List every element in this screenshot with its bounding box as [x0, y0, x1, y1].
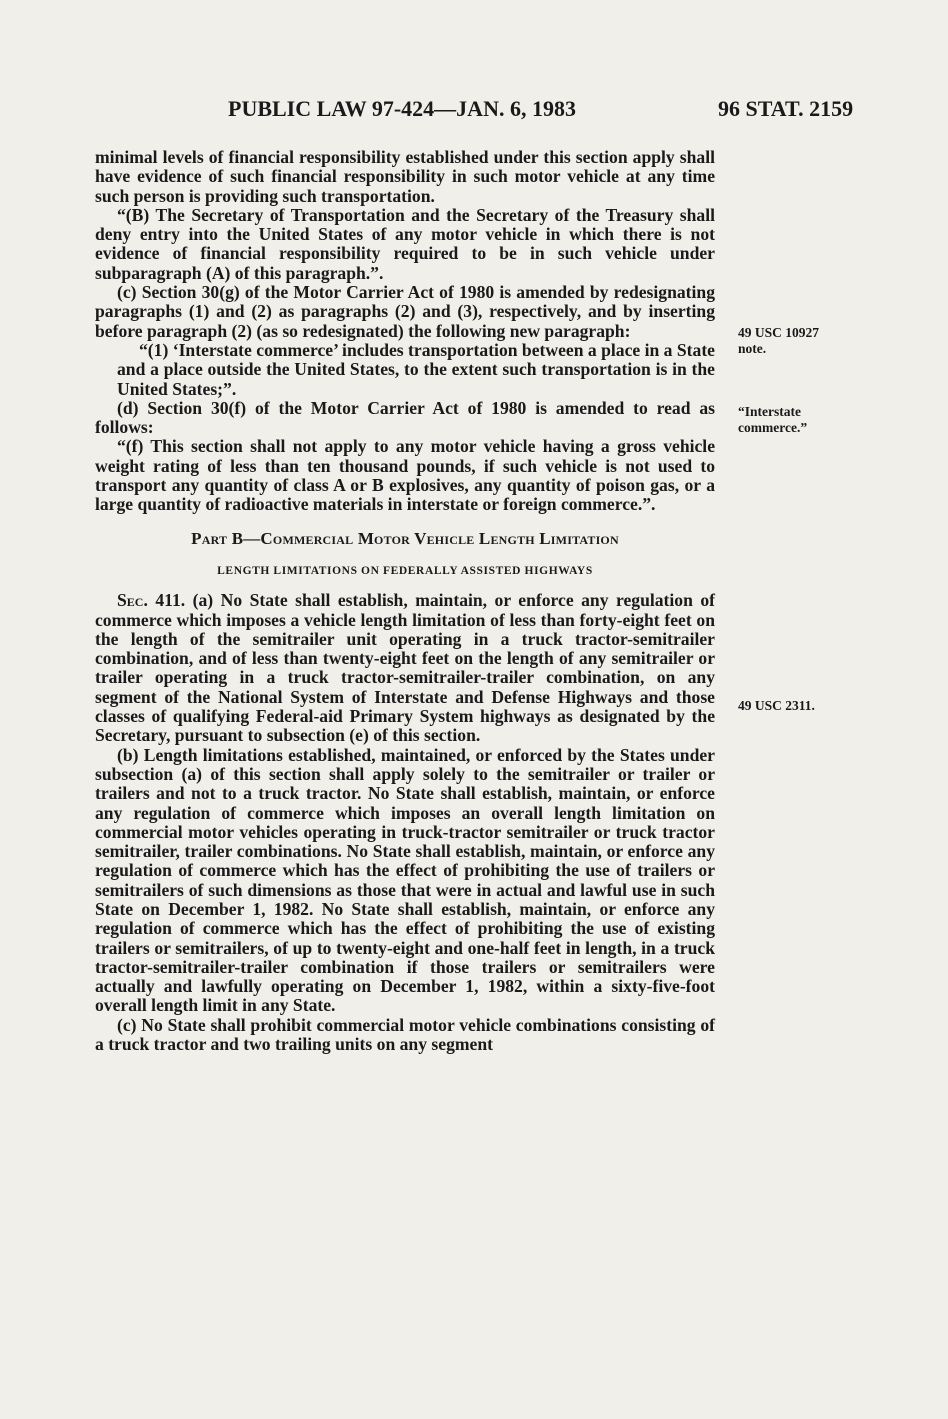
body-text	[95, 148, 715, 1054]
paragraph: “(f) This section shall not apply to any motor vehicle having a gross vehicle weight rating of less than ten thousand pounds, if such vehicle is not used to transport any quantity of class A or B explosives, any quantity of poison gas, or a large quantity of radioactive materials in interstate or foreign commerce.”.	[95, 436, 715, 515]
margin-note-interstate-commerce: “Interstate commerce.”	[738, 404, 808, 435]
header-stat-page: 96 STAT. 2159	[718, 96, 854, 121]
paragraph: (d) Section 30(f) of the Motor Carrier Act of 1980 is amended to read as follows:	[95, 397, 715, 438]
page-header	[0, 96, 948, 126]
quoted-paragraph	[95, 341, 715, 399]
margin-note-usc-10927: 49 USC 10927 note.	[738, 325, 820, 356]
part-heading: Part B—Commercial Motor Vehicle Length Limitation	[191, 528, 619, 548]
margin-note-usc-2311: 49 USC 2311.	[738, 698, 815, 713]
section-subheading: LENGTH LIMITATIONS ON FEDERALLY ASSISTED HIGHWAYS	[217, 564, 593, 577]
bleed-through-mark	[742, 232, 822, 272]
paragraph: (c) No State shall prohibit commercial motor vehicle combinations consisting of a truck tractor and two trailing units on any segment	[95, 1014, 715, 1055]
paragraph	[95, 591, 715, 745]
section-text: (a) No State shall establish, maintain, or enforce any regulation of commerce which imposes a vehicle length limitation of less than forty-eight feet on the length of the semitrailer unit operating in a truck tractor-semitrailer combination, and of less than twenty-eight feet on the length of any semitrailer or trailer operating in a truck tractor-semitrailer-trailer combination, on any segment of the National System of Interstate and Defense Highways and those classes of qualifying Federal-aid Primary System highways as designated by the Secretary, pursuant to subsection (e) of this section.	[95, 590, 716, 746]
header-title: PUBLIC LAW 97-424—JAN. 6, 1983	[228, 96, 576, 121]
paragraph: minimal levels of financial responsibility established under this section apply shall have evidence of such financial responsibility in such motor vehicle at any time such person is providing such transportation.	[95, 147, 715, 206]
paragraph: (b) Length limitations established, maintained, or enforced by the States under subsection (a) of this section shall apply solely to the semitrailer or trailer or trailers and not to a truck tractor. No State shall establish, maintain, or enforce any regulation of commerce which imposes an overall length limitation on commercial motor vehicles operating in truck-tractor semitrailer or truck tractor semitrailer, trailer combinations. No State shall establish, maintain, or enforce any regulation of commerce which has the effect of prohibiting the use of trailers or semitrailers of such dimensions as those that were in actual and lawful use in such State on December 1, 1982. No State shall establish, maintain, or enforce any regulation of commerce which has the effect of prohibiting the use of existing trailers or semitrailers, of up to twenty-eight and one-half feet in length, in a truck tractor-semitrailer-trailer combination if those trailers or semitrailers were actually and lawfully operating on December 1, 1982, within a sixty-five-foot overall length limit in any State.	[95, 744, 715, 1016]
section-label: Sec. 411.	[117, 590, 186, 611]
paragraph: (c) Section 30(g) of the Motor Carrier Act of 1980 is amended by redesignating paragraphs (1) and (2) as paragraphs (2) and (3), respectively, and by inserting before paragraph (2) (as so redesignated) the following new paragraph:	[95, 282, 715, 341]
quoted-paragraph-text: “(1) ‘Interstate commerce’ includes transportation between a place in a State and a place outside the United States, to the extent such transportation is in the United States;”.	[117, 339, 715, 399]
paragraph: “(B) The Secretary of Transportation and the Secretary of the Treasury shall deny entry into the United States of any motor vehicle in which there is not evidence of financial responsibility required to be in such vehicle under subparagraph (A) of this paragraph.”.	[95, 204, 715, 283]
